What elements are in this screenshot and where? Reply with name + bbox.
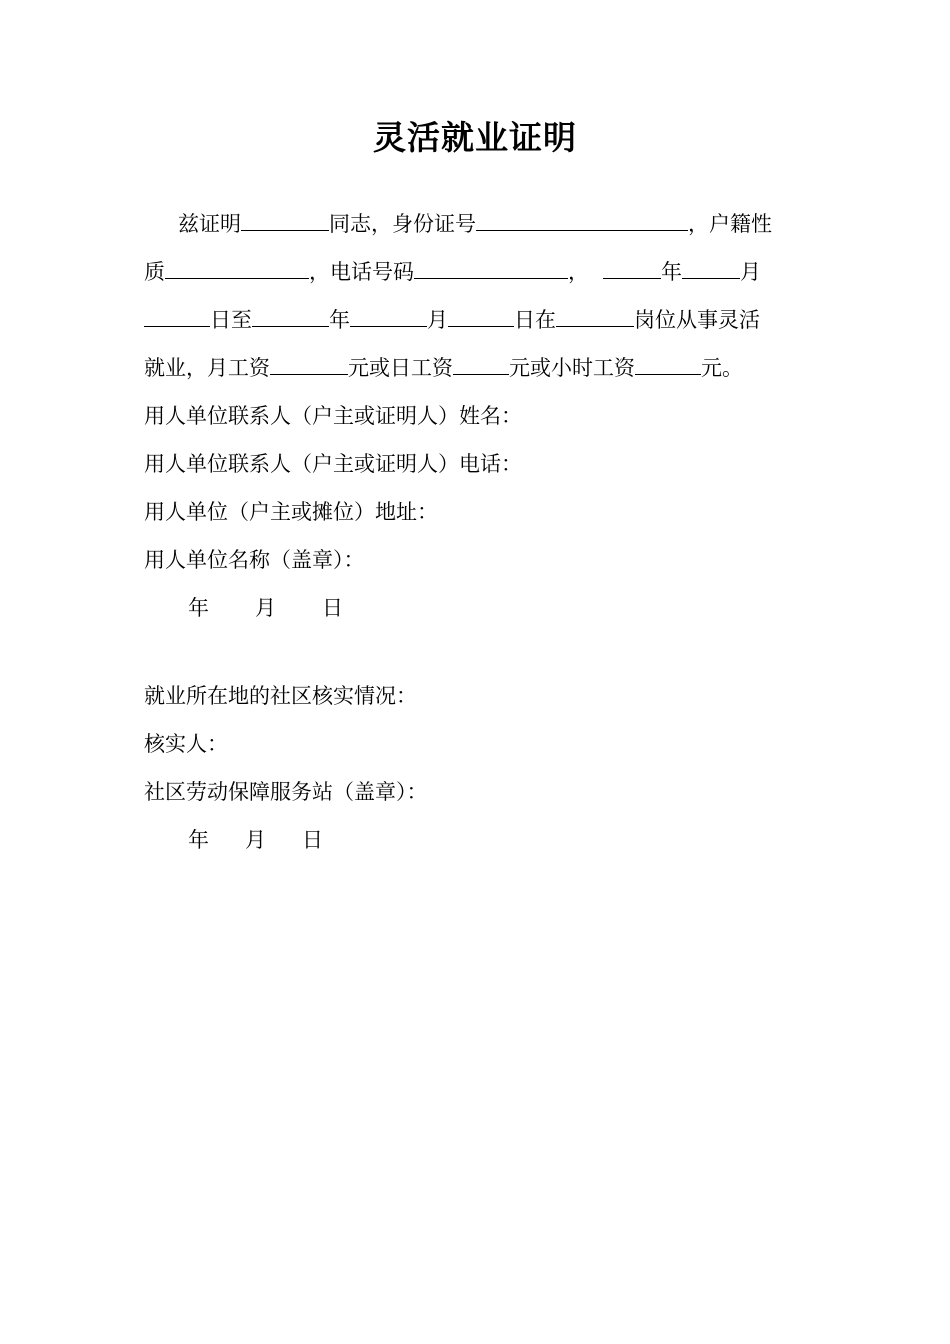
blank-phone[interactable]	[414, 257, 568, 279]
blank-start-year[interactable]	[603, 257, 661, 279]
blank-position[interactable]	[556, 305, 634, 327]
blank-daily-wage[interactable]	[453, 353, 509, 375]
community-verifier: 核实人：	[144, 732, 228, 756]
community-date-day: 日	[302, 828, 323, 852]
text-month: 月	[740, 260, 761, 284]
blank-name[interactable]	[241, 209, 329, 231]
text-phone: ，电话号码	[309, 260, 414, 284]
employer-address: 用人单位（户主或摊位）地址：	[144, 500, 438, 524]
blank-start-day[interactable]	[144, 305, 210, 327]
text-hourly-wage: 元或小时工资	[509, 356, 635, 380]
text-daily-wage: 元或日工资	[348, 356, 453, 380]
text-comma: ，	[568, 260, 589, 284]
employer-date	[188, 593, 343, 623]
employer-date-month: 月	[255, 596, 276, 620]
employer-name-seal: 用人单位名称（盖章）：	[144, 548, 365, 572]
employer-date-day: 日	[322, 596, 343, 620]
community-station-seal: 社区劳动保障服务站（盖章）：	[144, 780, 428, 804]
text-day-to: 日至	[210, 308, 252, 332]
blank-start-month[interactable]	[682, 257, 740, 279]
text-comrade-id: 同志，身份证号	[329, 212, 476, 236]
text-end-month: 月	[427, 308, 448, 332]
text-nature: 质	[144, 260, 165, 284]
paragraph-line-1	[178, 209, 772, 239]
blank-end-month[interactable]	[350, 305, 427, 327]
text-monthly-wage: 就业，月工资	[144, 356, 270, 380]
community-date-year: 年	[188, 828, 209, 852]
blank-end-day[interactable]	[448, 305, 514, 327]
text-day-at: 日在	[514, 308, 556, 332]
text-end-year: 年	[329, 308, 350, 332]
employer-contact-name: 用人单位联系人（户主或证明人）姓名：	[144, 404, 522, 428]
blank-hourly-wage[interactable]	[635, 353, 701, 375]
document-title: 灵活就业证明	[373, 118, 577, 157]
blank-end-year[interactable]	[252, 305, 329, 327]
paragraph-line-4	[144, 353, 743, 383]
text-certify: 兹证明	[178, 212, 241, 236]
employer-contact-phone: 用人单位联系人（户主或证明人）电话：	[144, 452, 522, 476]
paragraph-line-2	[144, 257, 761, 287]
blank-id-number[interactable]	[476, 209, 688, 231]
community-date-month: 月	[245, 828, 266, 852]
text-yuan-end: 元。	[701, 356, 743, 380]
text-household: ，户籍性	[688, 212, 772, 236]
blank-monthly-wage[interactable]	[270, 353, 348, 375]
blank-household-type[interactable]	[165, 257, 309, 279]
text-position-flexible: 岗位从事灵活	[634, 308, 760, 332]
paragraph-line-3	[144, 305, 760, 335]
text-year: 年	[661, 260, 682, 284]
employer-date-year: 年	[188, 596, 209, 620]
community-verify: 就业所在地的社区核实情况：	[144, 684, 417, 708]
community-date	[188, 825, 323, 855]
